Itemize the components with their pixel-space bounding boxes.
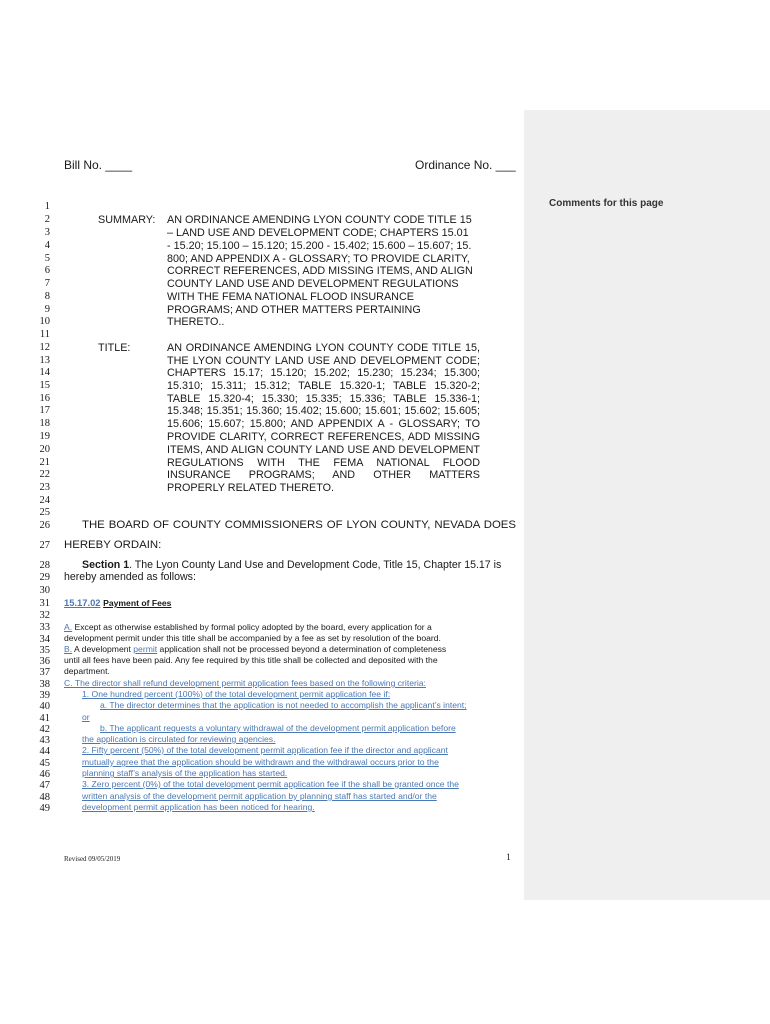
line-number: 30 (39, 585, 50, 596)
line-number: 27 (39, 540, 50, 551)
section-heading (64, 597, 171, 610)
line-number: 46 (39, 769, 50, 780)
paragraph-c-line: b. The applicant requests a voluntary withdrawal of the development permit application before (100, 723, 456, 733)
title-line: CHAPTERS 15.17; 15.120; 15.202; 15.230; 15.234; 15.300; (167, 367, 480, 379)
summary-line: – LAND USE AND DEVELOPMENT CODE; CHAPTERS 15.01 (167, 227, 469, 239)
summary-line: 800; AND APPENDIX A - GLOSSARY; TO PROVIDE CLARITY, (167, 253, 470, 265)
title-label: TITLE: (98, 342, 131, 354)
line-number: 42 (39, 724, 50, 735)
line-number: 37 (39, 667, 50, 678)
line-number: 17 (39, 405, 50, 416)
title-line: 15.606; 15.607; 15.800; AND APPENDIX A - GLOSSARY; TO (167, 418, 480, 430)
line-number: 10 (39, 316, 50, 327)
title-line: TABLE 15.320-4; 15.330; 15.335; 15.336; TABLE 15.336-1; (167, 393, 480, 405)
line-number: 14 (39, 367, 50, 378)
line-number: 26 (39, 520, 50, 531)
line-number: 1 (44, 201, 50, 212)
title-line: REGULATIONS WITH THE FEMA NATIONAL FLOOD (167, 457, 480, 469)
line-number: 6 (44, 265, 50, 276)
page-number: 1 (506, 853, 511, 863)
line-number: 35 (39, 645, 50, 656)
title-line: PROVIDE CLARITY, CORRECT REFERENCES, ADD MISSING (167, 431, 480, 443)
line-number: 29 (39, 572, 50, 583)
title-line: PROPERLY RELATED THERETO. (167, 482, 334, 494)
bill-number: Bill No. ____ (64, 158, 133, 172)
para-a-text: Except as otherwise established by formal policy adopted by the board, every application for a (72, 622, 432, 632)
paragraph-c-line: the application is circulated for reviewing agencies. (82, 734, 276, 744)
summary-line: THERETO.. (167, 316, 225, 328)
line-number: 24 (39, 495, 50, 506)
line-number: 3 (44, 227, 50, 238)
line-number: 40 (39, 701, 50, 712)
line-number: 45 (39, 758, 50, 769)
title-line: INSURANCE PROGRAMS; AND OTHER MATTERS (167, 469, 480, 481)
line-number: 25 (39, 507, 50, 518)
line-number: 28 (39, 560, 50, 571)
heading-title: Payment of Fees (103, 598, 172, 608)
section-1-text: hereby amended as follows: (64, 571, 196, 583)
title-line: THE LYON COUNTY LAND USE AND DEVELOPMENT CODE; (167, 355, 480, 367)
line-number: 21 (39, 457, 50, 468)
para-b-marker: B. (64, 644, 73, 654)
section-1-text (82, 559, 516, 572)
paragraph-b-line: until all fees have been paid. Any fee required by this title shall be collected and deposited with the (64, 655, 438, 665)
line-number: 4 (44, 240, 50, 251)
line-number: 48 (39, 792, 50, 803)
paragraph-c-line: mutually agree that the application should be withdrawn and the withdrawal occurs prior to the (82, 757, 439, 767)
inserted-word: permit (133, 644, 158, 654)
paragraph-c-line: written analysis of the development permit application by planning staff has started and/or the (82, 791, 437, 801)
line-number: 38 (39, 679, 50, 690)
title-line: 15.310; 15.311; 15.312; TABLE 15.320-1; TABLE 15.320-2; (167, 380, 480, 392)
line-number: 15 (39, 380, 50, 391)
paragraph-c-line: 3. Zero percent (0%) of the total development permit application fee if the shall be granted once the (82, 779, 459, 789)
para-b-text: application shall not be processed beyond a determination of completeness (157, 644, 447, 654)
revised-date: Revised 09/05/2019 (64, 855, 121, 863)
line-number: 33 (39, 622, 50, 633)
line-number: 43 (39, 735, 50, 746)
paragraph-c-line: a. The director determines that the application is not needed to accomplish the applicant’s intent; (100, 700, 467, 710)
summary-line: AN ORDINANCE AMENDING LYON COUNTY CODE TITLE 15 (167, 214, 472, 226)
line-number: 11 (39, 329, 50, 340)
line-number: 7 (44, 278, 50, 289)
paragraph-c-line: C. The director shall refund development permit application fees based on the following criteria: (64, 678, 426, 688)
title-line: ITEMS, AND ALIGN COUNTY LAND USE AND DEVELOPMENT (167, 444, 480, 456)
ordain-line: HEREBY ORDAIN: (64, 539, 162, 551)
line-number: 9 (44, 304, 50, 315)
line-number: 36 (39, 656, 50, 667)
section-1-body: . The Lyon County Land Use and Development Code, Title 15, Chapter 15.17 is (129, 559, 502, 571)
title-line: AN ORDINANCE AMENDING LYON COUNTY CODE TITLE 15, (167, 342, 480, 354)
paragraph-c-line: 2. Fifty percent (50%) of the total development permit application fee if the director and applicant (82, 745, 448, 755)
line-number: 5 (44, 253, 50, 264)
line-number: 2 (44, 214, 50, 225)
summary-line: - 15.20; 15.100 – 15.120; 15.200 - 15.402; 15.600 – 15.607; 15. (167, 240, 472, 252)
line-number: 13 (39, 355, 50, 366)
line-number: 49 (39, 803, 50, 814)
paragraph-b-line: department. (64, 666, 110, 676)
ordinance-number: Ordinance No. ___ (415, 158, 516, 172)
paragraph-b (64, 644, 446, 655)
summary-line: PROGRAMS; AND OTHER MATTERS PERTAINING (167, 304, 421, 316)
line-number: 44 (39, 746, 50, 757)
line-number: 16 (39, 393, 50, 404)
line-number: 47 (39, 780, 50, 791)
line-number: 23 (39, 482, 50, 493)
summary-label: SUMMARY: (98, 214, 156, 226)
paragraph-a-line: development permit under this title shall be accompanied by a fee as set by resolution of the board. (64, 633, 441, 643)
section-1-label: Section 1 (82, 559, 130, 571)
line-number: 22 (39, 469, 50, 480)
line-number: 39 (39, 690, 50, 701)
paragraph-c-line: development permit application has been noticed for hearing. (82, 802, 315, 812)
paragraph-a (64, 622, 432, 633)
line-number: 12 (39, 342, 50, 353)
line-number: 8 (44, 291, 50, 302)
line-number: 18 (39, 418, 50, 429)
line-number: 32 (39, 610, 50, 621)
sidebar-title: Comments for this page (549, 198, 664, 209)
paragraph-c-line: 1. One hundred percent (100%) of the total development permit application fee if: (82, 689, 391, 699)
ordain-line: THE BOARD OF COUNTY COMMISSIONERS OF LYON COUNTY, NEVADA DOES (82, 519, 516, 531)
summary-line: WITH THE FEMA NATIONAL FLOOD INSURANCE (167, 291, 414, 303)
line-number: 34 (39, 634, 50, 645)
line-number: 19 (39, 431, 50, 442)
summary-line: CORRECT REFERENCES, ADD MISSING ITEMS, AND ALIGN (167, 265, 473, 277)
comment-sidebar (524, 110, 770, 900)
paragraph-c-line: planning staff’s analysis of the application has started. (82, 768, 288, 778)
line-number: 41 (39, 713, 50, 724)
para-b-text: A development (72, 644, 134, 654)
title-line: 15.348; 15.351; 15.360; 15.402; 15.600; 15.601; 15.602; 15.605; (167, 405, 480, 417)
summary-line: COUNTY LAND USE AND DEVELOPMENT REGULATIONS (167, 278, 459, 290)
para-a-marker: A. (64, 622, 73, 632)
line-number: 31 (39, 598, 50, 609)
heading-number: 15.17.02 (64, 597, 101, 608)
paragraph-c-line: or (82, 712, 90, 722)
line-number: 20 (39, 444, 50, 455)
